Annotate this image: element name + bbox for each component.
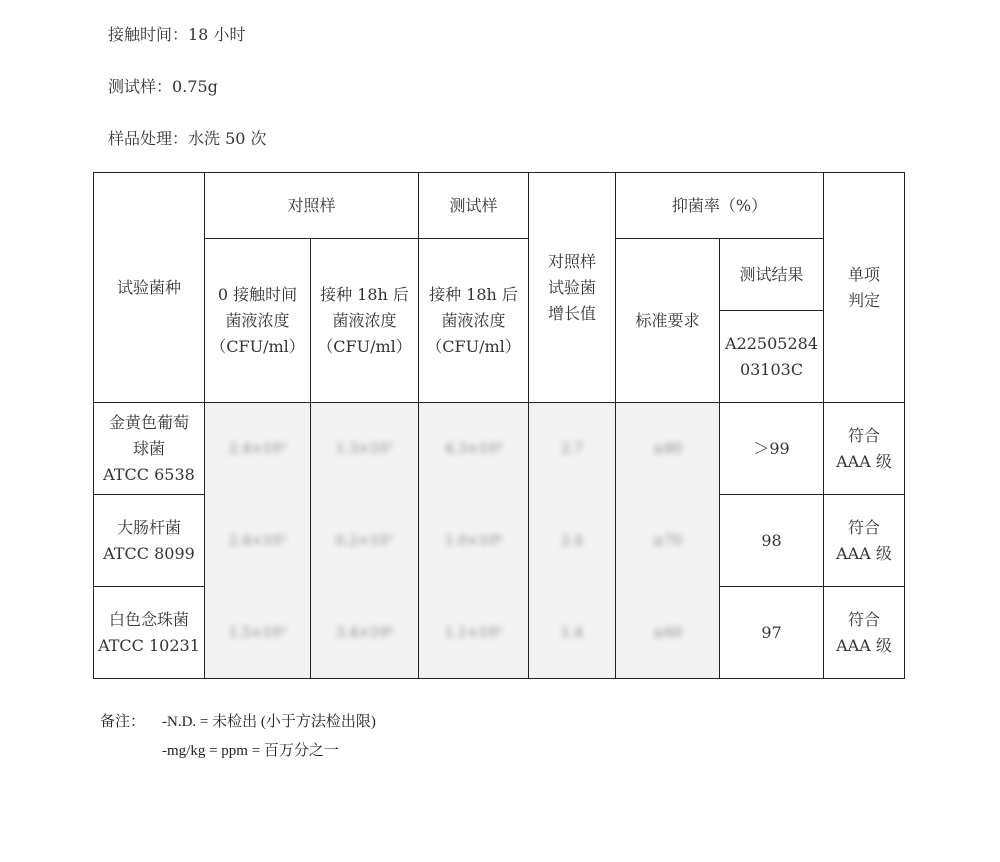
test-18h-value: 1.0×10⁶: [419, 495, 529, 587]
antibacterial-results-table: [93, 172, 905, 679]
control-0h-value: 2.4×10⁵: [205, 403, 311, 495]
strain-cell: 金黄色葡萄 球菌 ATCC 6538: [94, 403, 205, 495]
control-0h-value: 1.5×10⁵: [205, 587, 311, 679]
sample-treatment-line: 样品处理：水洗 50 次: [108, 129, 267, 148]
note-line-nd: -N.D. = 未检出 (小于方法检出限): [162, 714, 376, 730]
test-18h-value: 1.1×10⁵: [419, 587, 529, 679]
strain-cell: 大肠杆菌 ATCC 8099: [94, 495, 205, 587]
header-control: 对照样: [205, 173, 419, 239]
standard-value: ≥80: [616, 403, 720, 495]
result-value: 97: [720, 587, 824, 679]
table-row: [94, 403, 905, 495]
notes-label: 备注：: [100, 714, 146, 730]
header-judge: 单项 判定: [824, 173, 905, 403]
header-control-0h: 0 接触时间 菌液浓度 （CFU/ml）: [205, 239, 311, 403]
header-test-18h: 接种 18h 后 菌液浓度 （CFU/ml）: [419, 239, 529, 403]
header-control-18h: 接种 18h 后 菌液浓度 （CFU/ml）: [311, 239, 419, 403]
header-test: 测试样: [419, 173, 529, 239]
standard-value: ≥70: [616, 495, 720, 587]
header-standard: 标准要求: [616, 239, 720, 403]
control-18h-value: 1.3×10⁷: [311, 403, 419, 495]
header-report-number: A22505284 03103C: [720, 311, 824, 403]
control-18h-value: 6.2×10⁷: [311, 495, 419, 587]
result-value: ＞99: [720, 403, 824, 495]
control-0h-value: 2.4×10⁵: [205, 495, 311, 587]
judgement-cell: 符合 AAA 级: [824, 495, 905, 587]
result-value: 98: [720, 495, 824, 587]
growth-value: 1.4: [529, 587, 616, 679]
header-inhibition: 抑菌率（%）: [616, 173, 824, 239]
header-growth: 对照样 试验菌 增长值: [529, 173, 616, 403]
notes-section: [100, 708, 376, 766]
growth-value: 2.7: [529, 403, 616, 495]
table-row: [94, 495, 905, 587]
judgement-cell: 符合 AAA 级: [824, 587, 905, 679]
contact-time-line: 接触时间：18 小时: [108, 25, 246, 44]
control-18h-value: 3.4×10⁶: [311, 587, 419, 679]
test-sample-line: 测试样：0.75g: [108, 77, 218, 96]
standard-value: ≥60: [616, 587, 720, 679]
test-18h-value: 4.3×10³: [419, 403, 529, 495]
header-result: 测试结果: [720, 239, 824, 311]
table-row: [94, 587, 905, 679]
note-line-ppm: -mg/kg = ppm = 百万分之一: [162, 743, 339, 759]
judgement-cell: 符合 AAA 级: [824, 403, 905, 495]
strain-cell: 白色念珠菌 ATCC 10231: [94, 587, 205, 679]
header-strain: 试验菌种: [94, 173, 205, 403]
growth-value: 2.4: [529, 495, 616, 587]
